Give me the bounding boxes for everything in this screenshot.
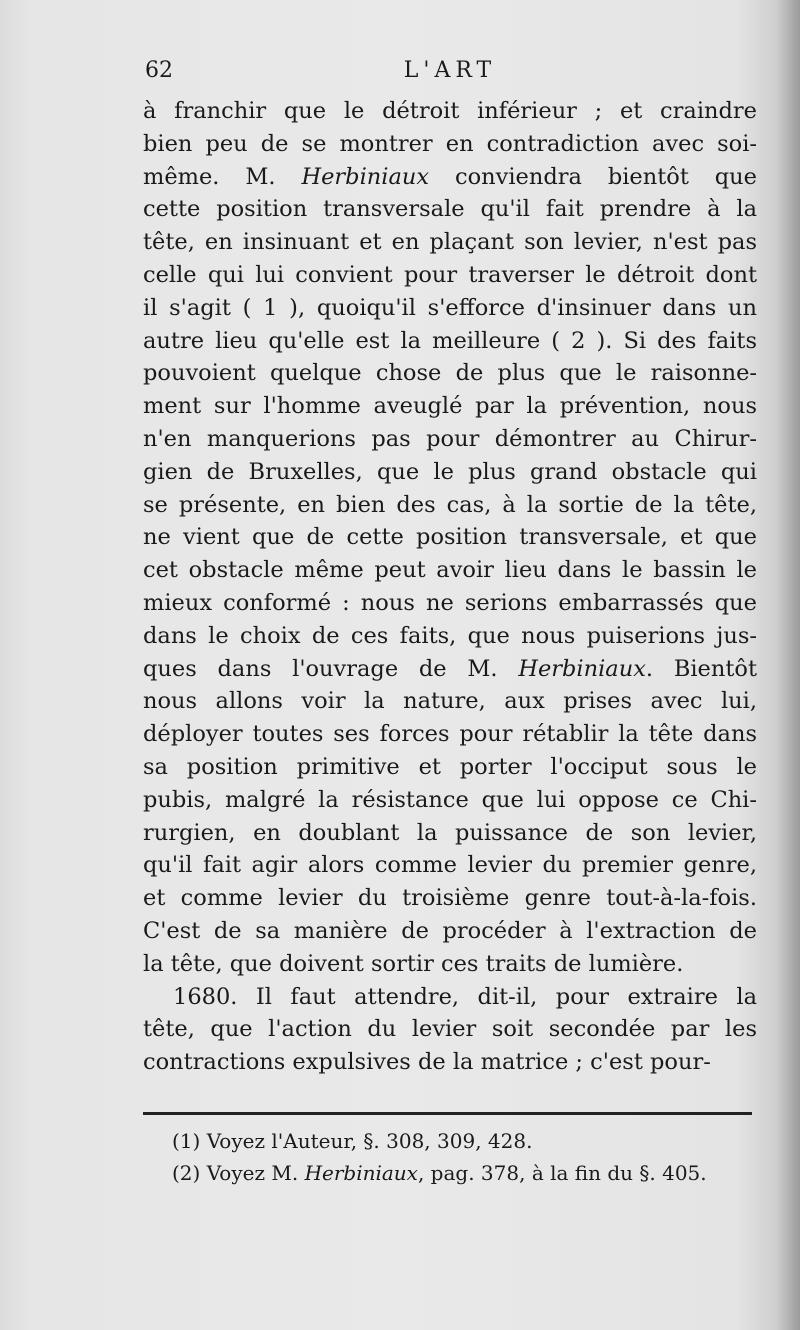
text-segment: gien de Bruxelles, que le plus grand obstacle qui [143, 458, 757, 485]
footnotes [172, 1125, 772, 1189]
text-segment: même. M. [143, 163, 302, 190]
text-line [143, 915, 757, 948]
text-line [143, 1046, 757, 1079]
text-line [143, 849, 757, 882]
text-segment: . Bientôt [645, 655, 757, 682]
text-segment: bien peu de se montrer en contradiction avec soi- [143, 130, 757, 157]
text-line [143, 423, 757, 456]
text-line [143, 456, 757, 489]
text-line [143, 390, 757, 423]
text-line [143, 981, 757, 1014]
text-segment: pubis, malgré la résistance que lui oppose ce Chi- [143, 786, 757, 813]
text-line [143, 489, 757, 522]
text-segment: il s'agit ( 1 ), quoiqu'il s'efforce d'insinuer dans un [143, 294, 757, 321]
text-segment: la tête, que doivent sortir ces traits de lumière. [143, 950, 684, 977]
text-line [143, 357, 757, 390]
text-line [143, 226, 757, 259]
page-number: 62 [145, 58, 173, 83]
text-segment: (1) Voyez l'Auteur, §. 308, 309, 428. [172, 1129, 533, 1153]
body-text [143, 95, 757, 1079]
text-segment: autre lieu qu'elle est la meilleure ( 2 ). Si des faits [143, 327, 757, 354]
text-line [143, 718, 757, 751]
text-segment: 1680. Il faut attendre, dit-il, pour extraire la [173, 983, 757, 1010]
text-line [143, 292, 757, 325]
text-line [143, 685, 757, 718]
text-segment: rurgien, en doublant la puissance de son levier, [143, 819, 757, 846]
text-segment: sa position primitive et porter l'occiput sous le [143, 753, 757, 780]
italic-name: Herbiniaux [304, 1161, 418, 1185]
text-segment: se présente, en bien des cas, à la sortie de la tête, [143, 491, 757, 518]
text-segment: tête, que l'action du levier soit secondée par les [143, 1016, 757, 1043]
text-segment: qu'il fait agir alors comme levier du premier genre, [143, 852, 757, 879]
text-segment: conviendra bientôt que [429, 163, 757, 190]
text-line [143, 325, 757, 358]
text-segment: ques dans l'ouvrage de M. [143, 655, 519, 682]
italic-name: Herbiniaux [518, 655, 646, 682]
text-line [143, 653, 757, 686]
text-segment: (2) Voyez M. [172, 1161, 305, 1185]
footnote [172, 1125, 772, 1157]
text-segment: contractions expulsives de la matrice ; c'est pour- [143, 1049, 711, 1076]
text-line [143, 751, 757, 784]
text-segment: , pag. 378, à la fin du §. 405. [417, 1161, 707, 1185]
italic-name: Herbiniaux [301, 163, 430, 190]
page-header [145, 58, 755, 92]
text-segment: à franchir que le détroit inférieur ; et craindre [143, 98, 757, 124]
footnote-rule [143, 1112, 752, 1115]
text-line [143, 587, 757, 620]
text-segment: tête, en insinuant et en plaçant son levier, n'est pas [143, 229, 757, 256]
text-line [143, 521, 757, 554]
text-segment: C'est de sa manière de procéder à l'extraction de [143, 917, 757, 944]
text-line [143, 1013, 757, 1046]
text-segment: ne vient que de cette position transversale, et que [143, 524, 757, 551]
text-line [143, 554, 757, 587]
text-segment: nous allons voir la nature, aux prises avec lui, [143, 688, 757, 715]
text-segment: cette position transversale qu'il fait prendre à la [143, 196, 757, 223]
text-line [143, 161, 757, 194]
text-segment: ment sur l'homme aveuglé par la prévention, nous [143, 393, 757, 420]
text-line [143, 882, 757, 915]
text-line [143, 784, 757, 817]
text-line [143, 95, 757, 128]
text-line [143, 620, 757, 653]
text-segment: pouvoient quelque chose de plus que le raisonne- [143, 360, 757, 387]
footnote [172, 1157, 772, 1189]
text-segment: et comme levier du troisième genre tout-à-la-fois. [143, 885, 757, 912]
text-segment: cet obstacle même peut avoir lieu dans le bassin le [143, 557, 757, 584]
text-line [143, 128, 757, 161]
text-segment: n'en manquerions pas pour démontrer au Chirur- [143, 425, 757, 452]
text-line [143, 948, 757, 981]
text-segment: déployer toutes ses forces pour rétablir la tête dans [143, 721, 757, 748]
text-line [143, 193, 757, 226]
text-line [143, 817, 757, 850]
text-segment: mieux conformé : nous ne serions embarrassés que [143, 589, 757, 616]
text-segment: dans le choix de ces faits, que nous puiserions jus- [143, 622, 757, 649]
text-line [143, 259, 757, 292]
running-head: L'ART [403, 58, 497, 83]
text-segment: celle qui lui convient pour traverser le détroit dont [143, 261, 757, 288]
